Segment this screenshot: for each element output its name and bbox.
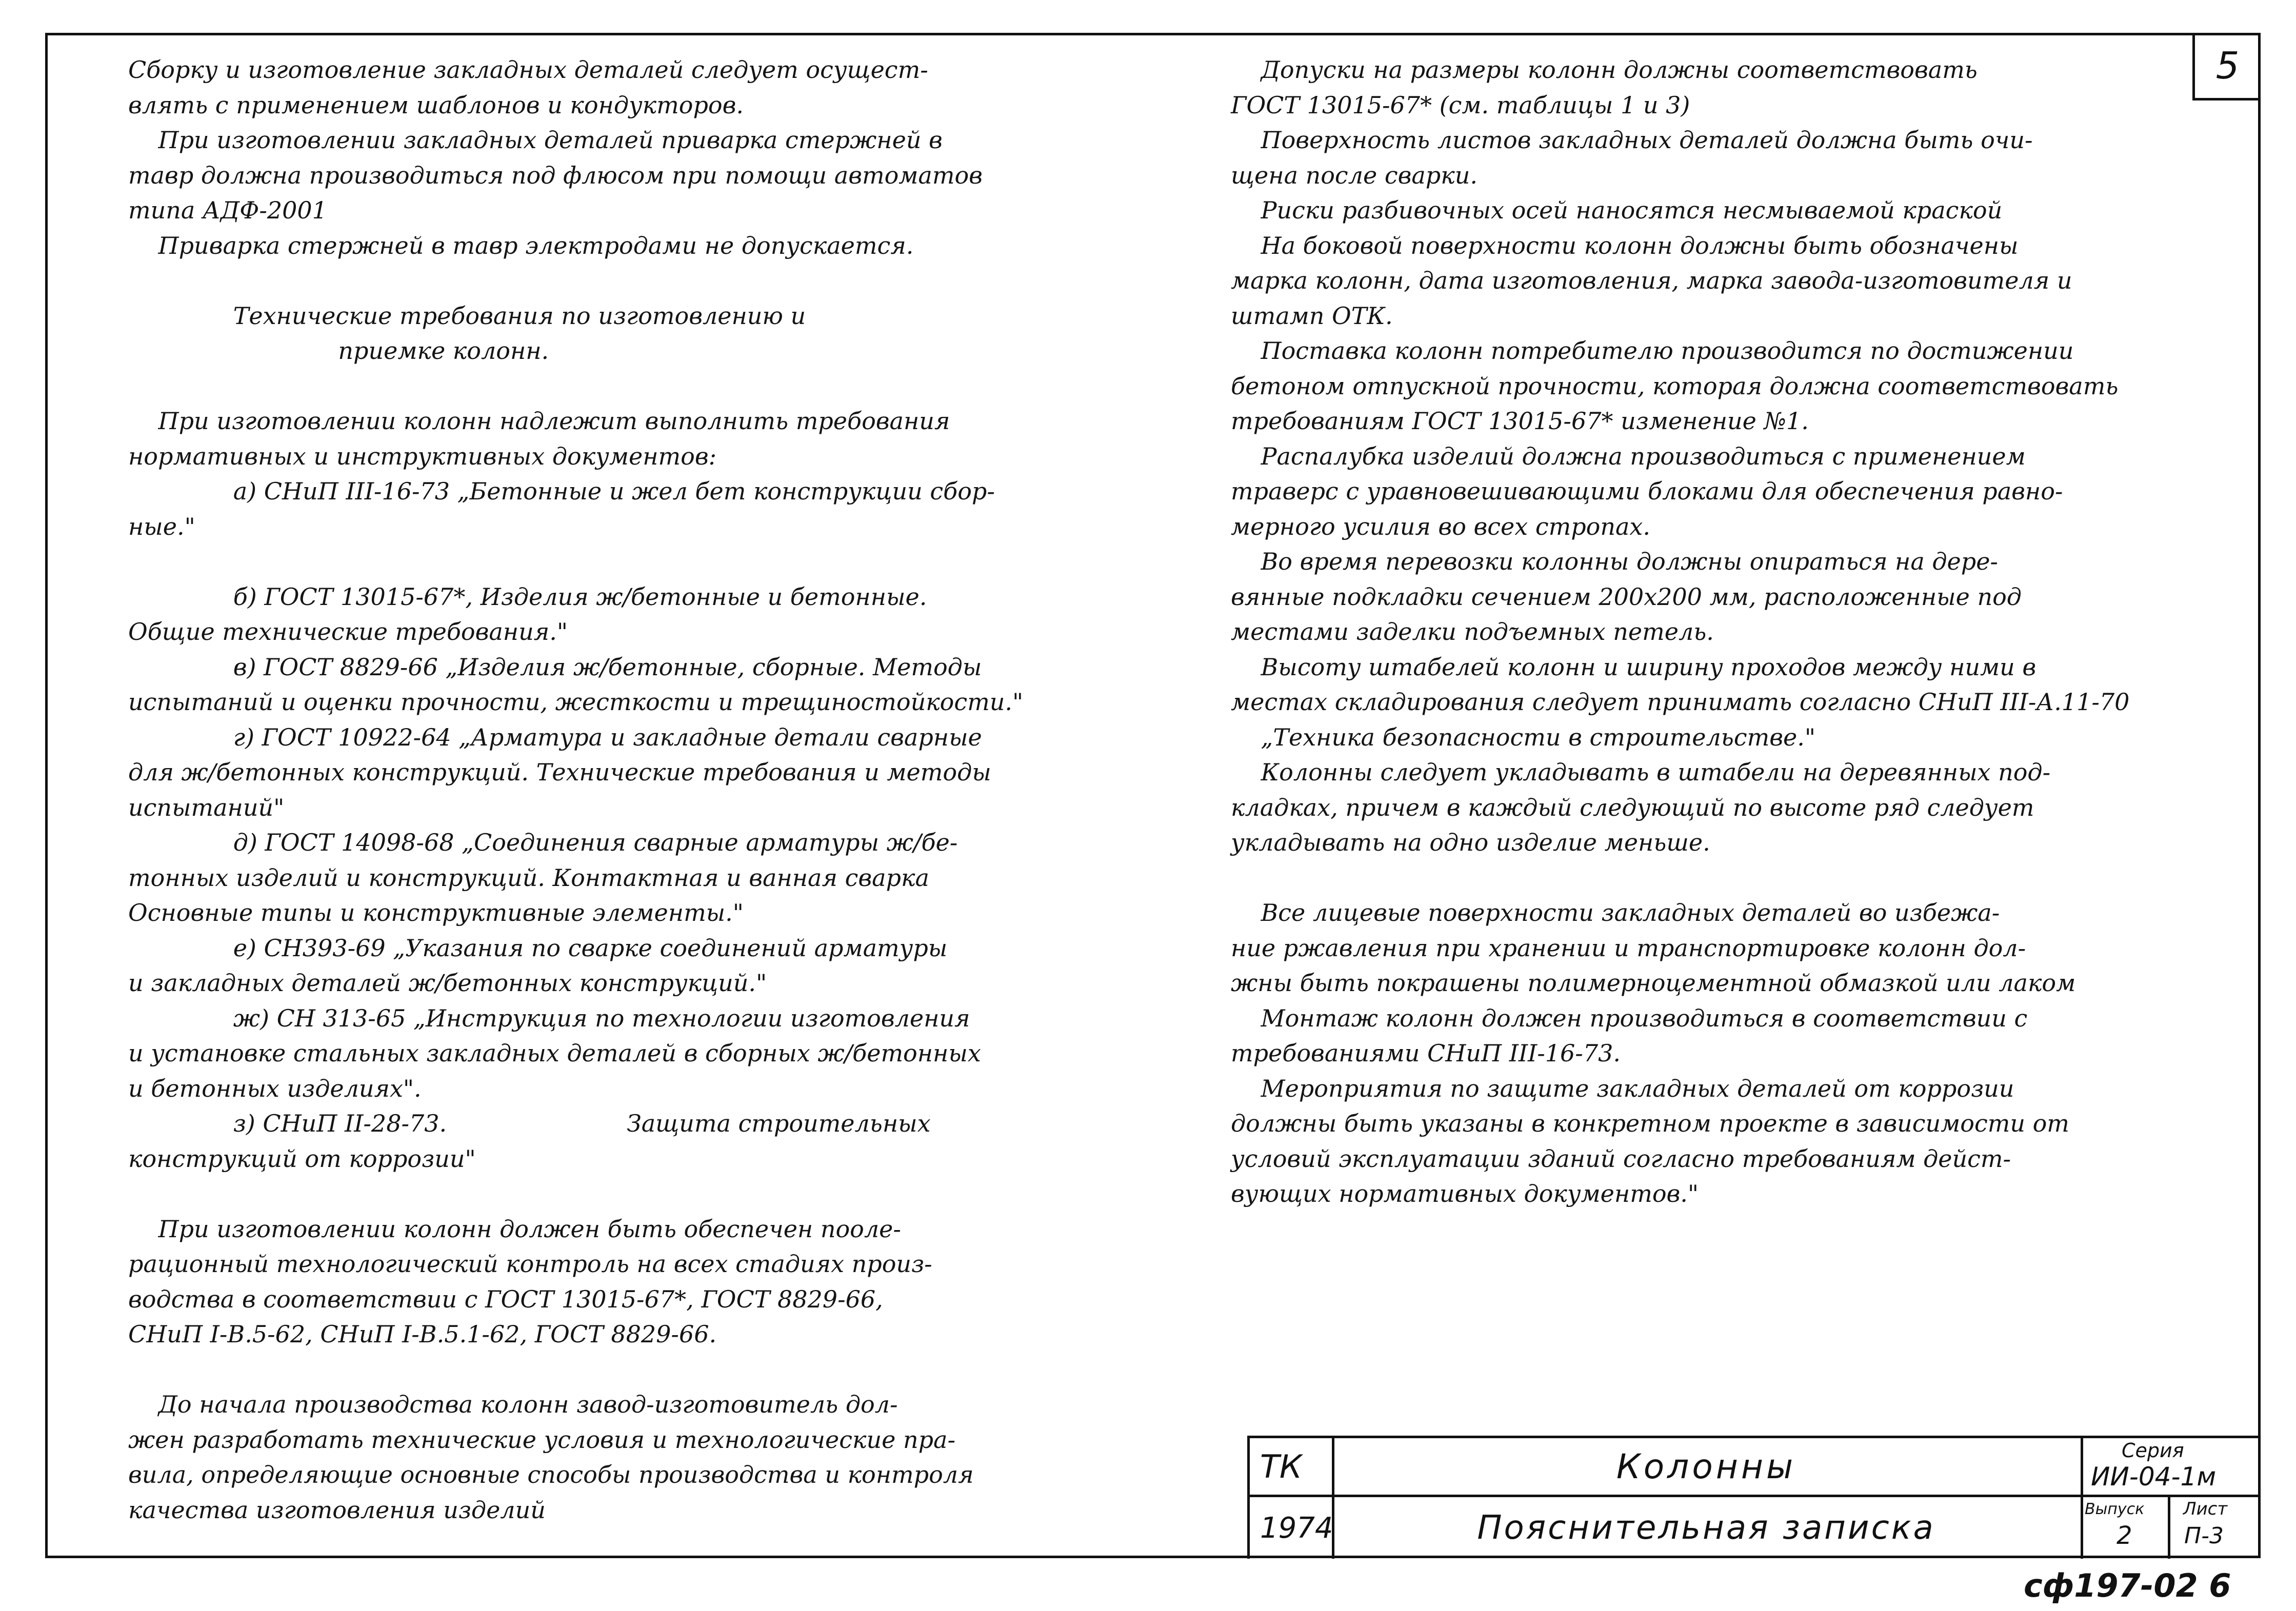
text-line: и установке стальных закладных деталей в сборных ж/бетонных: [128, 1039, 981, 1067]
text-line: Риски разбивочных осей наносятся несмываемой краской: [1231, 196, 2003, 224]
title-block: [1247, 1436, 2261, 1559]
text-line: укладывать на одно изделие меньше.: [1231, 829, 1710, 856]
text-line: бетоном отпускной прочности, которая должна соответствовать: [1231, 372, 2119, 400]
text-line: нормативных и инструктивных документов:: [128, 442, 717, 470]
text-line: качества изготовления изделий: [128, 1496, 546, 1524]
text-line: испытаний": [128, 793, 285, 821]
sheet-label: Лист: [2183, 1499, 2228, 1519]
text-line: типа АДФ-2001: [128, 196, 327, 224]
left-text-column: [128, 51, 1154, 1564]
text-line: водства в соответствии с ГОСТ 13015-67*, ГОСТ 8829-66,: [128, 1285, 883, 1313]
text-line: Поставка колонн потребителю производится по достижении: [1231, 337, 2074, 365]
text-line: Допуски на размеры колонн должны соответствовать: [1231, 56, 1978, 84]
text-line: Поверхность листов закладных деталей должна быть очи-: [1231, 126, 2033, 154]
series-value: ИИ-04-1м: [2091, 1462, 2217, 1492]
text-line: должны быть указаны в конкретном проекте в зависимости от: [1231, 1110, 2069, 1137]
text-line: Приварка стержней в тавр электродами не допускается.: [128, 231, 914, 259]
text-line: кладках, причем в каждый следующий по высоте ряд следует: [1231, 793, 2034, 821]
series-label: Серия: [2122, 1439, 2184, 1462]
title-block-cell-divider: [2081, 1495, 2261, 1497]
text-line: Все лицевые поверхности закладных деталей во избежа-: [1231, 899, 2000, 927]
sheet-number-box: [2192, 33, 2260, 100]
text-line: штамп ОТК.: [1231, 301, 1393, 330]
text-line: тавр должна производиться под флюсом при помощи автоматов: [128, 161, 983, 189]
text-line: вянные подкладки сечением 200х200 мм, расположенные под: [1231, 582, 2022, 611]
text-line: б) ГОСТ 13015-67*, Изделия ж/бетонные и бетонные.: [128, 582, 927, 611]
text-line: конструкций от коррозии": [128, 1144, 476, 1173]
text-line: д) ГОСТ 14098-68 „Соединения сварные арматуры ж/бе-: [128, 829, 958, 856]
title-block-cell-divider: [2168, 1495, 2170, 1559]
text-line: Общие технические требования.": [128, 618, 568, 646]
drawing-subtitle: Пояснительная записка: [1477, 1509, 1935, 1547]
text-line: мерного усилия во всех стропах.: [1231, 512, 1650, 540]
text-line: для ж/бетонных конструкций. Технические требования и методы: [128, 758, 991, 786]
text-line: вила, определяющие основные способы производства и контроля: [128, 1461, 974, 1488]
text-line: Технические требования по изготовлению и: [128, 301, 806, 330]
issue-label: Выпуск: [2085, 1500, 2145, 1518]
text-line: „Техника безопасности в строительстве.": [1231, 723, 1816, 751]
text-line: г) ГОСТ 10922-64 „Арматура и закладные детали сварные: [128, 723, 982, 751]
text-line: условий эксплуатации зданий согласно требованиям дейст-: [1231, 1144, 2011, 1173]
text-line: ние ржавления при хранении и транспортировке колонн дол-: [1231, 934, 2026, 962]
text-line: При изготовлении колонн надлежит выполнить требования: [128, 407, 950, 435]
text-line: Монтаж колонн должен производиться в соответствии с: [1231, 1004, 2028, 1032]
text-line: приемке колонн.: [128, 337, 549, 365]
issue-value: 2: [2117, 1521, 2132, 1550]
text-line: СНиП I-В.5-62, СНиП I-В.5.1-62, ГОСТ 8829-66.: [128, 1320, 717, 1348]
text-line: е) СН393-69 „Указания по сварке соединений арматуры: [128, 934, 948, 962]
text-line: жны быть покрашены полимерноцементной обмазкой или лаком: [1231, 969, 2076, 997]
text-line: испытаний и оценки прочности, жесткости и трещиностойкости.": [128, 688, 1024, 716]
text-line: Высоту штабелей колонн и ширину проходов между ними в: [1231, 653, 2037, 681]
text-line: траверс с уравновешивающими блоками для обеспечения равно-: [1231, 477, 2063, 505]
text-line: ные.": [128, 512, 195, 540]
text-line: При изготовлении колонн должен быть обеспечен пооле-: [128, 1215, 901, 1243]
text-line: При изготовлении закладных деталей приварка стержней в: [128, 126, 943, 154]
text-line: До начала производства колонн завод-изготовитель дол-: [128, 1391, 898, 1418]
text-line: требованиями СНиП III-16-73.: [1231, 1039, 1621, 1067]
text-line: и бетонных изделиях".: [128, 1074, 422, 1102]
text-line: марка колонн, дата изготовления, марка завода-изготовителя и: [1231, 267, 2072, 294]
org-code: ТК: [1260, 1447, 1302, 1485]
text-line: а) СНиП III-16-73 „Бетонные и жел бет конструкции сбор-: [128, 477, 995, 505]
title-block-col-divider: [2081, 1438, 2083, 1559]
drawing-title: Колонны: [1616, 1446, 1796, 1486]
archive-stamp: сф197-02 6: [2024, 1567, 2231, 1604]
sheet-value: П-3: [2184, 1522, 2224, 1549]
text-line: местах складирования следует принимать согласно СНиП III-А.11-70: [1231, 688, 2130, 716]
text-line: влять с применением шаблонов и кондукторов.: [128, 91, 744, 119]
text-line: Распалубка изделий должна производиться с применением: [1231, 442, 2026, 470]
text-line: и закладных деталей ж/бетонных конструкций.": [128, 969, 767, 997]
text-line: Основные типы и конструктивные элементы.": [128, 899, 744, 927]
text-line: местами заделки подъемных петель.: [1231, 618, 1714, 646]
text-line: Колонны следует укладывать в штабели на деревянных под-: [1231, 758, 2051, 786]
text-line: ж) СН 313-65 „Инструкция по технологии изготовления: [128, 1004, 970, 1032]
text-line: Сборку и изготовление закладных деталей следует осущест-: [128, 56, 928, 84]
text-line: вующих нормативных документов.": [1231, 1180, 1699, 1207]
text-line: щена после сварки.: [1231, 161, 1478, 189]
text-line: Мероприятия по защите закладных деталей от коррозии: [1231, 1074, 2014, 1102]
text-line: На боковой поверхности колонн должны быть обозначены: [1231, 231, 2019, 259]
text-line: жен разработать технические условия и технологические пра-: [128, 1425, 955, 1454]
sheet-number: 5: [2215, 44, 2240, 87]
text-line: з) СНиП II-28-73. Защита строительных: [128, 1110, 931, 1137]
year: 1974: [1260, 1511, 1333, 1545]
text-line: тонных изделий и конструкций. Контактная и ванная сварка: [128, 863, 929, 892]
text-line: ГОСТ 13015-67* (см. таблицы 1 и 3): [1231, 91, 1690, 119]
text-line: рационный технологический контроль на всех стадиях произ-: [128, 1250, 932, 1278]
text-line: требованиям ГОСТ 13015-67* изменение №1.: [1231, 407, 1809, 435]
text-line: Во время перевозки колонны должны опираться на дере-: [1231, 548, 1998, 575]
right-text-column: [1231, 51, 2195, 1231]
text-line: в) ГОСТ 8829-66 „Изделия ж/бетонные, сборные. Методы: [128, 653, 982, 681]
